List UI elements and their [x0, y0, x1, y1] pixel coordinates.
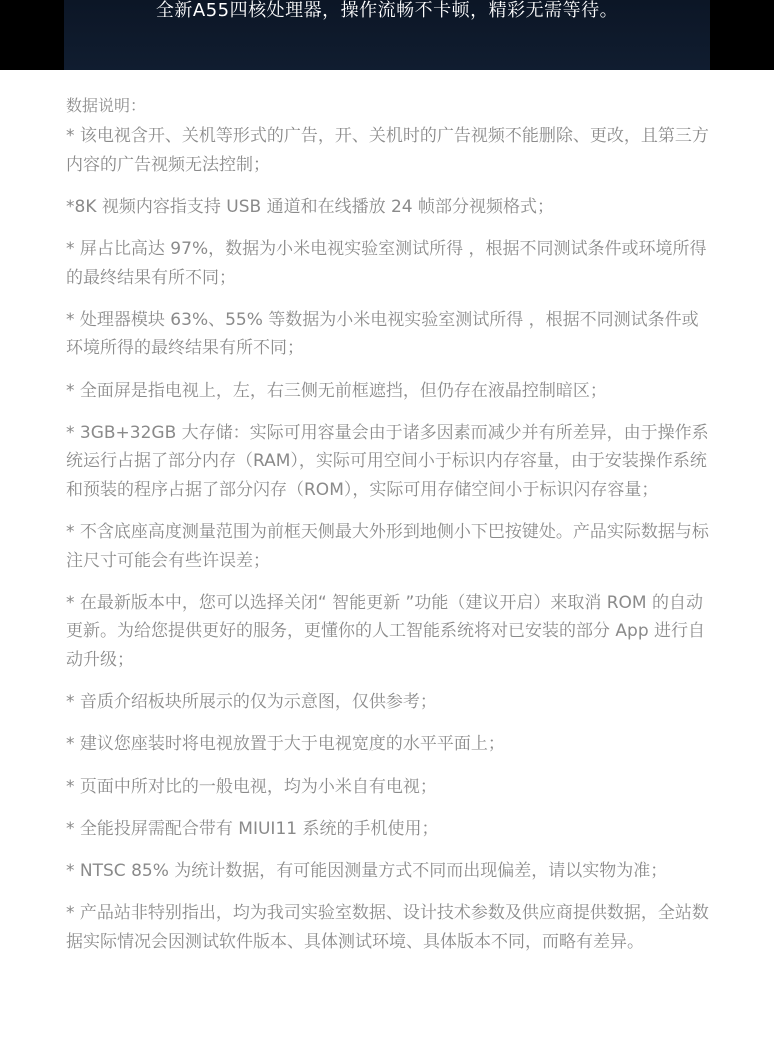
note-item: * 建议您座装时将电视放置于大于电视宽度的水平平面上； — [66, 734, 505, 755]
note-item: * 3GB+32GB 大存储：实际可用容量会由于诸多因素而减少并有所差异，由于操作系统运行占据了部分内存（RAM），实际可用空间小于标识内存容量，由于安装操作系统和预装的程序占据了部分闪存（ROM），实际可用存储空间小于标识闪存容量； — [66, 422, 709, 500]
note-item: * 不含底座高度测量范围为前框天侧最大外形到地侧小下巴按键处。产品实际数据与标注尺寸可能会有些许误差； — [66, 522, 709, 571]
note-item: *8K 视频内容指支持 USB 通道和在线播放 24 帧部分视频格式； — [66, 196, 555, 217]
note-item: * 屏占比高达 97%，数据为小米电视实验室测试所得 ，根据不同测试条件或环境所得的最终结果有所不同； — [66, 238, 707, 288]
note-item: * 处理器模块 63%、55% 等数据为小米电视实验室测试所得 ，根据不同测试条件或环境所得的最终结果有所不同； — [66, 309, 699, 359]
note-item: * NTSC 85% 为统计数据，有可能因测量方式不同而出现偏差，请以实物为准； — [66, 861, 668, 881]
note-item: * 全面屏是指电视上，左，右三侧无前框遮挡，但仍存在液晶控制暗区； — [66, 380, 607, 401]
hero-caption: 全新A55四核处理器，操作流畅不卡顿，精彩无需等待。 — [155, 0, 619, 21]
data-notes-section — [0, 70, 774, 956]
notes-list — [66, 122, 710, 956]
hero-banner — [0, 0, 774, 70]
note-item: * 该电视含开、关机等形式的广告，开、关机时的广告视频不能删除、更改，且第三方内容的广告视频无法控制； — [66, 126, 709, 175]
note-item: * 在最新版本中，您可以选择关闭“ 智能更新 ”功能（建议开启）来取消 ROM 的自动更新。为给您提供更好的服务，更懂你的人工智能系统将对已安装的部分 App 进行自动升级； — [66, 592, 706, 671]
notes-title: 数据说明： — [66, 96, 147, 115]
note-item: * 音质介绍板块所展示的仅为示意图，仅供参考； — [66, 692, 437, 713]
note-item: * 页面中所对比的一般电视，均为小米自有电视； — [66, 776, 437, 797]
note-item: * 全能投屏需配合带有 MIUI11 系统的手机使用； — [66, 818, 439, 839]
note-item: * 产品站非特别指出，均为我司实验室数据、设计技术参数及供应商提供数据，全站数据实际情况会因测试软件版本、具体测试环境、具体版本不同，而略有差异。 — [66, 903, 709, 952]
